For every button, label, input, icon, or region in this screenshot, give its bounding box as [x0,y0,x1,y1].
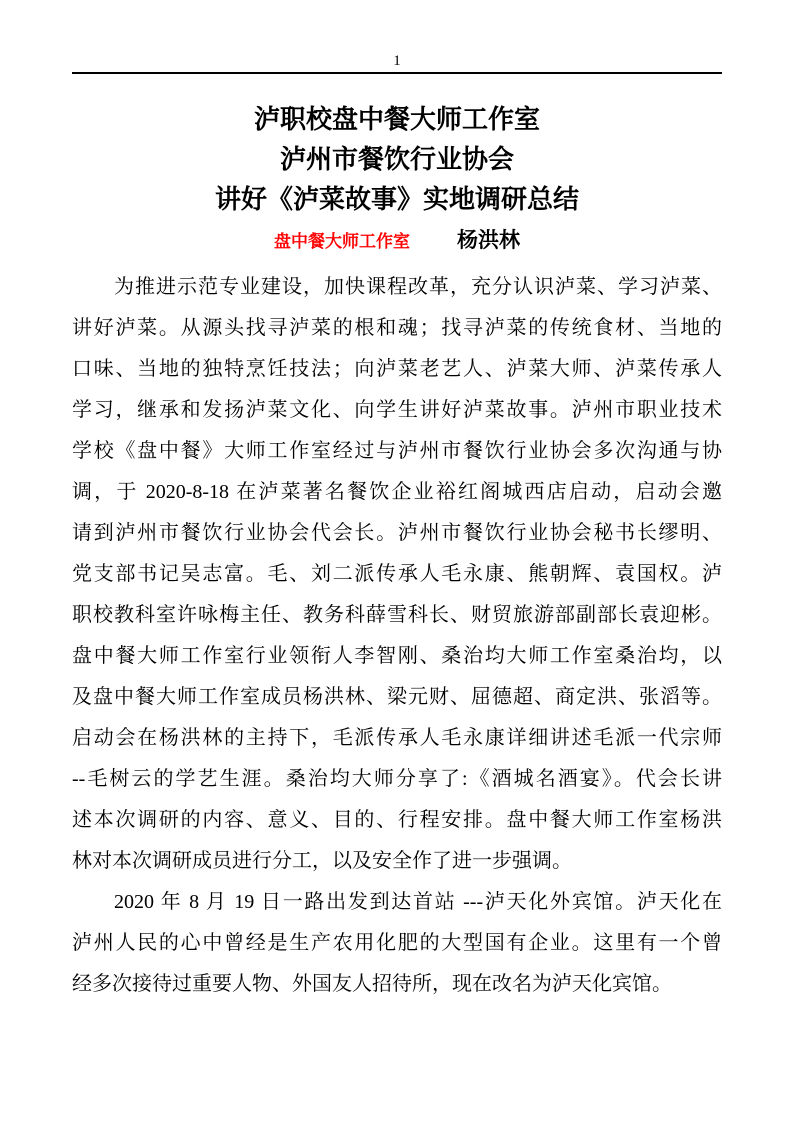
body-line: 口味、当地的独特烹饪技法；向泸菜老艺人、泸菜大师、泸菜传承人 [72,358,722,380]
body-line: 经多次接待过重要人物、外国友人招待所，现在改名为泸天化宾馆。 [72,973,672,995]
byline-author: 杨洪林 [457,228,520,252]
body-line: 讲好泸菜。从源头找寻泸菜的根和魂；找寻泸菜的传统食材、当地的 [72,317,722,339]
page-header [72,0,722,74]
byline-workshop: 盘中餐大师工作室 [274,232,410,251]
document-body [72,267,722,1005]
title-line-3: 讲好《泸菜故事》实地调研总结 [214,185,579,214]
body-line: 职校教科室许咏梅主任、教务科薛雪科长、财贸旅游部副部长袁迎彬。 [72,604,722,626]
body-line: 2020 年 8 月 19 日一路出发到达首站 ---泸天化外宾馆。泸天化在 [114,891,722,913]
body-line: 述本次调研的内容、意义、目的、行程安排。盘中餐大师工作室杨洪 [72,809,722,831]
title-line-2: 泸州市餐饮行业协会 [279,145,514,174]
body-line: 为推进示范专业建设，加快课程改革，充分认识泸菜、学习泸菜、 [114,276,722,298]
body-line: 泸州人民的心中曾经是生产农用化肥的大型国有企业。这里有一个曾 [72,932,722,954]
body-line: 启动会在杨洪林的主持下，毛派传承人毛永康详细讲述毛派一代宗师 [72,727,722,749]
page-number: 1 [393,53,401,69]
body-line: 学习，继承和发扬泸菜文化、向学生讲好泸菜故事。泸州市职业技术 [72,399,722,421]
byline [72,226,722,257]
title-block [72,100,722,220]
body-line: 学校《盘中餐》大师工作室经过与泸州市餐饮行业协会多次沟通与协 [72,440,722,462]
body-line: 林对本次调研成员进行分工，以及安全作了进一步强调。 [72,850,572,872]
body-line: 请到泸州市餐饮行业协会代会长。泸州市餐饮行业协会秘书长缪明、 [72,522,722,544]
body-line: 党支部书记吴志富。毛、刘二派传承人毛永康、熊朝辉、袁国权。泸 [72,563,722,585]
body-line: --毛树云的学艺生涯。桑治均大师分享了:《酒城名酒宴》。代会长讲 [72,768,722,790]
body-line: 调，于 2020-8-18 在泸菜著名餐饮企业裕红阁城西店启动，启动会邀 [72,481,722,503]
title-line-1: 泸职校盘中餐大师工作室 [253,105,540,134]
body-line: 盘中餐大师工作室行业领衔人李智刚、桑治均大师工作室桑治均，以 [72,645,722,667]
body-line: 及盘中餐大师工作室成员杨洪林、梁元财、屈德超、商定洪、张滔等。 [72,686,722,708]
